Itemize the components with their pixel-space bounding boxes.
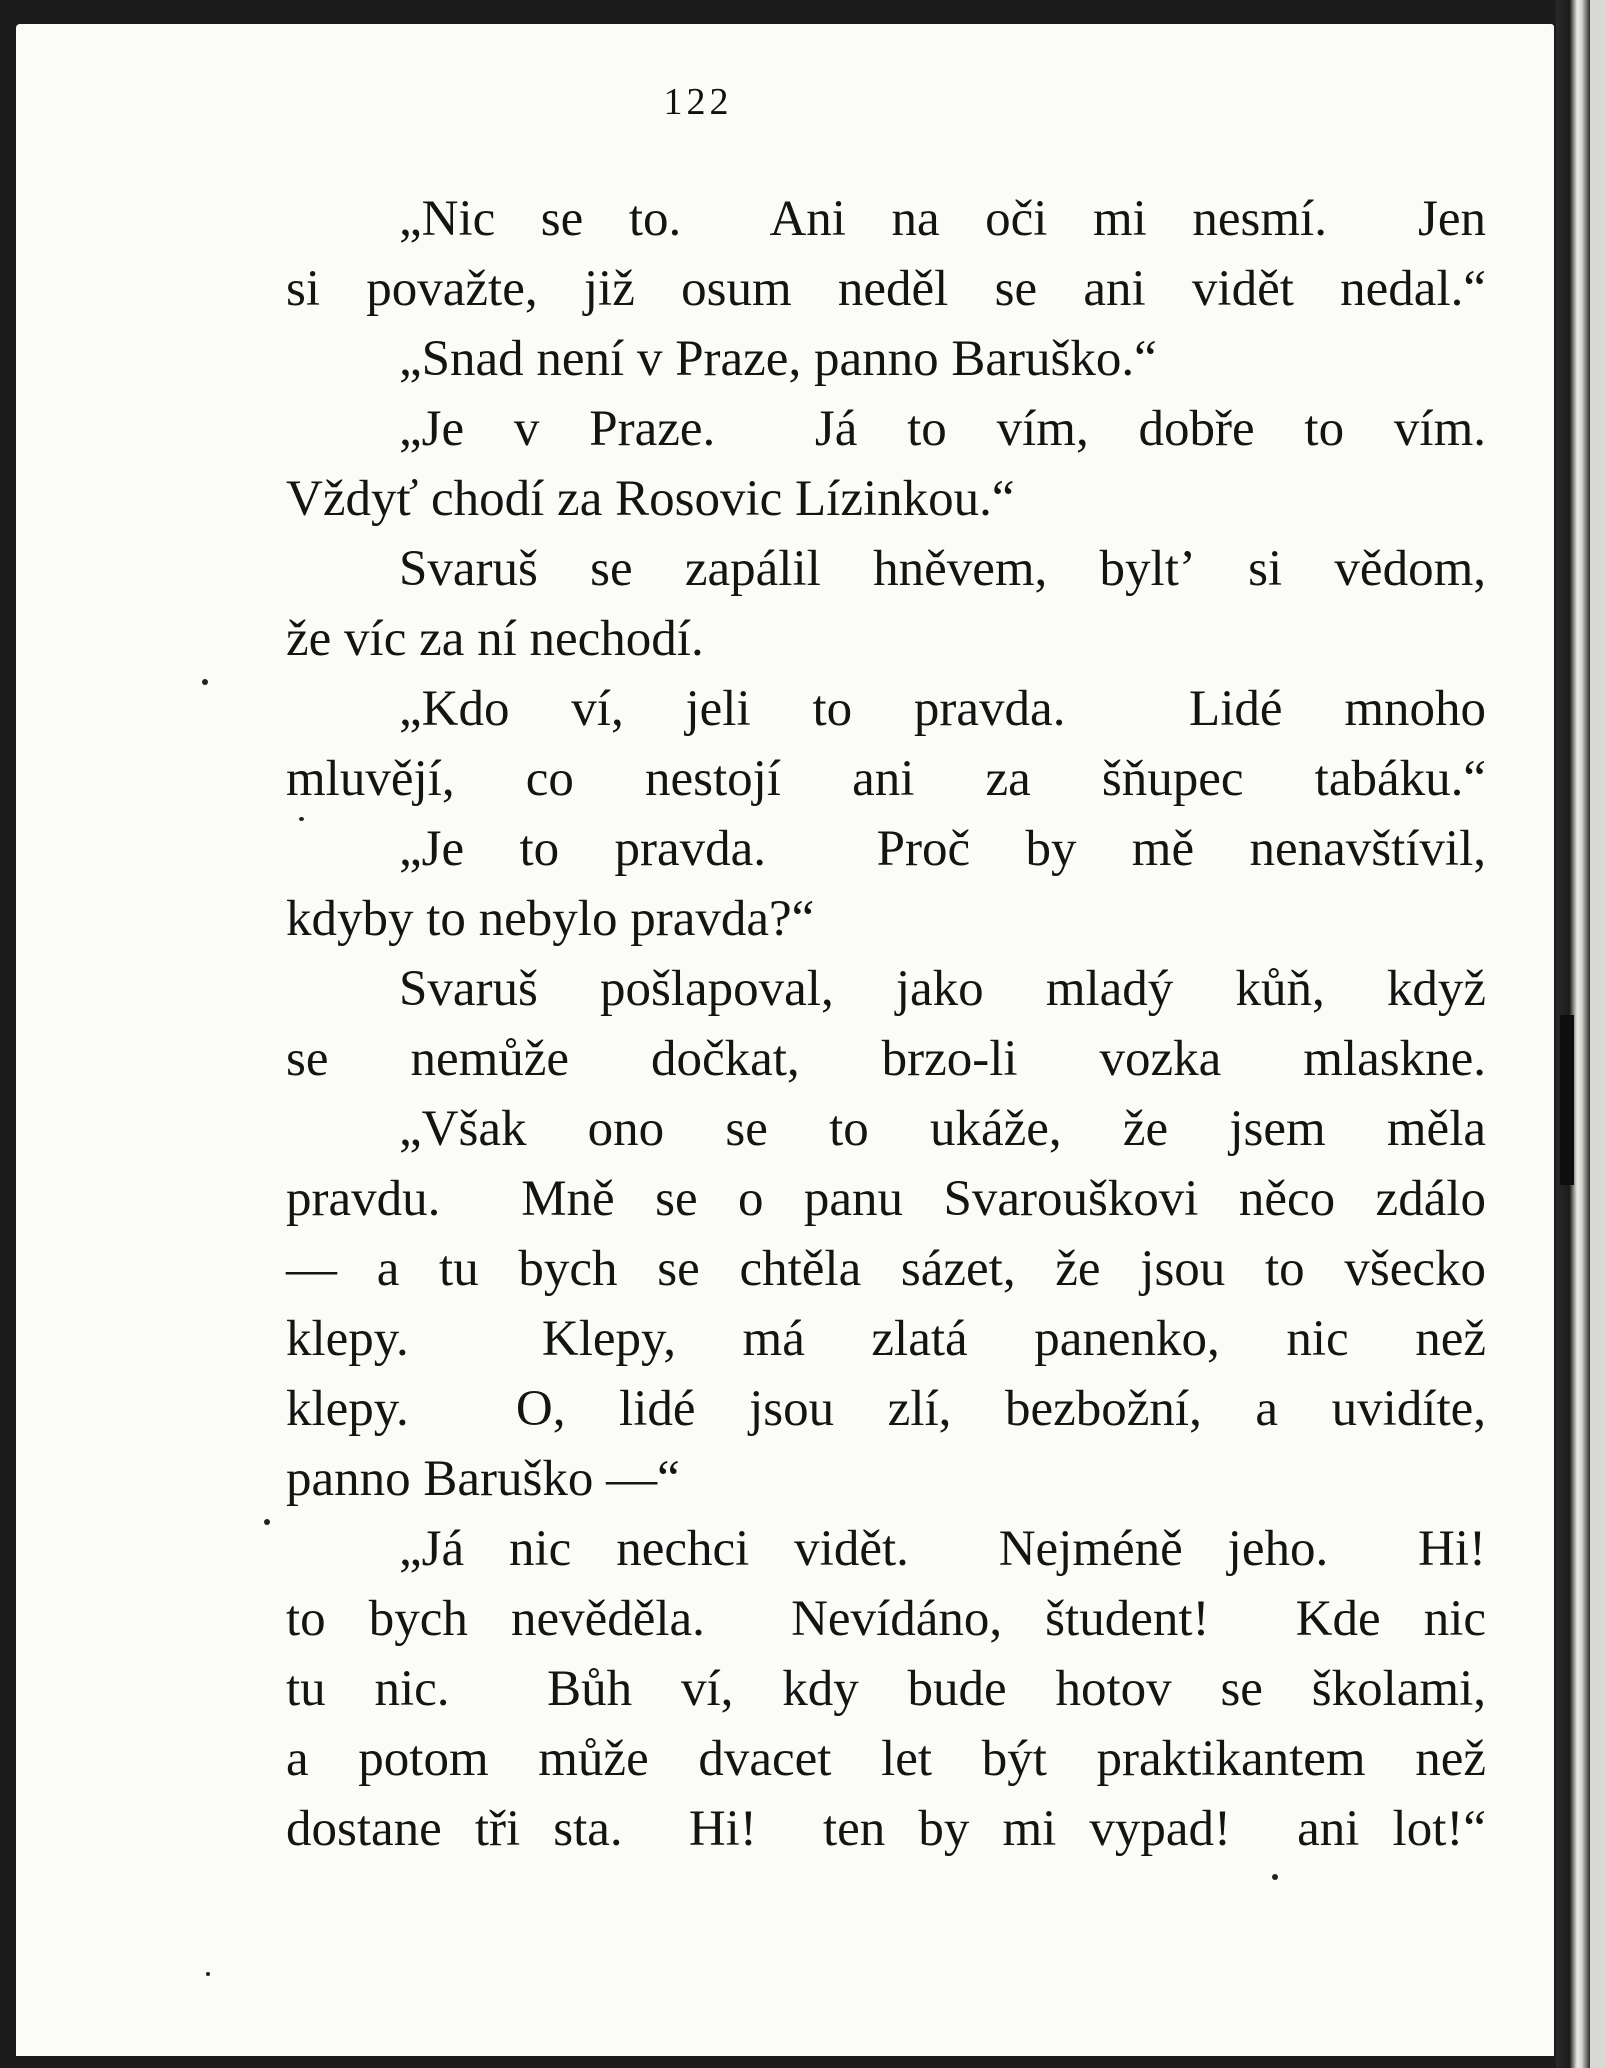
text-line: mluvějí, co nestojí ani za šňupec tabáku.“ xyxy=(286,751,1486,807)
page-number: 122 xyxy=(663,81,733,123)
text-line: Svaruš pošlapoval, jako mladý kůň, když xyxy=(399,961,1486,1017)
text-line: „Je v Praze. Já to vím, dobře to vím. xyxy=(399,401,1486,457)
text-line: Vždyť chodí za Rosovic Lízinkou.“ xyxy=(286,471,1015,527)
text-line: že víc za ní nechodí. xyxy=(286,611,704,667)
text-line: kdyby to nebylo pravda?“ xyxy=(286,891,815,947)
text-line: a potom může dvacet let být praktikantem než xyxy=(286,1731,1486,1787)
ink-speck xyxy=(299,817,304,821)
text-line: „Kdo ví, jeli to pravda. Lidé mnoho xyxy=(399,681,1486,737)
edge-shadow xyxy=(1560,1015,1574,1185)
text-line: se nemůže dočkat, brzo-li vozka mlaskne. xyxy=(286,1031,1486,1087)
text-line: „Však ono se to ukáže, že jsem měla xyxy=(399,1101,1486,1157)
ink-speck xyxy=(1272,1874,1278,1880)
text-line: klepy. Klepy, má zlatá panenko, nic než xyxy=(286,1311,1486,1367)
text-line: to bych nevěděla. Nevídáno, študent! Kde nic xyxy=(286,1591,1486,1647)
text-line: panno Baruško —“ xyxy=(286,1451,680,1507)
text-line: — a tu bych se chtěla sázet, že jsou to všecko xyxy=(286,1241,1486,1297)
text-line: „Nic se to. Ani na oči mi nesmí. Jen xyxy=(399,191,1486,247)
text-line: klepy. O, lidé jsou zlí, bezbožní, a uvidíte, xyxy=(286,1381,1486,1437)
text-line: pravdu. Mně se o panu Svarouškovi něco zdálo xyxy=(286,1171,1486,1227)
text-line: Svaruš se zapálil hněvem, byltʼ si vědom, xyxy=(399,541,1486,597)
ink-speck xyxy=(206,1972,210,1976)
text-line: dostane tři sta. Hi! ten by mi vypad! ani lot!“ xyxy=(286,1801,1486,1857)
text-line: si považte, již osum neděl se ani vidět nedal.“ xyxy=(286,261,1486,317)
ink-speck xyxy=(264,1519,270,1525)
adjacent-page-edge xyxy=(1590,0,1606,2068)
ink-speck xyxy=(202,679,208,685)
text-line: tu nic. Bůh ví, kdy bude hotov se školami, xyxy=(286,1661,1486,1717)
text-line: „Snad není v Praze, panno Baruško.“ xyxy=(399,331,1157,387)
text-line: „Já nic nechci vidět. Nejméně jeho. Hi! xyxy=(399,1521,1486,1577)
book-page xyxy=(16,24,1554,2056)
text-line: „Je to pravda. Proč by mě nenavštívil, xyxy=(399,821,1486,877)
